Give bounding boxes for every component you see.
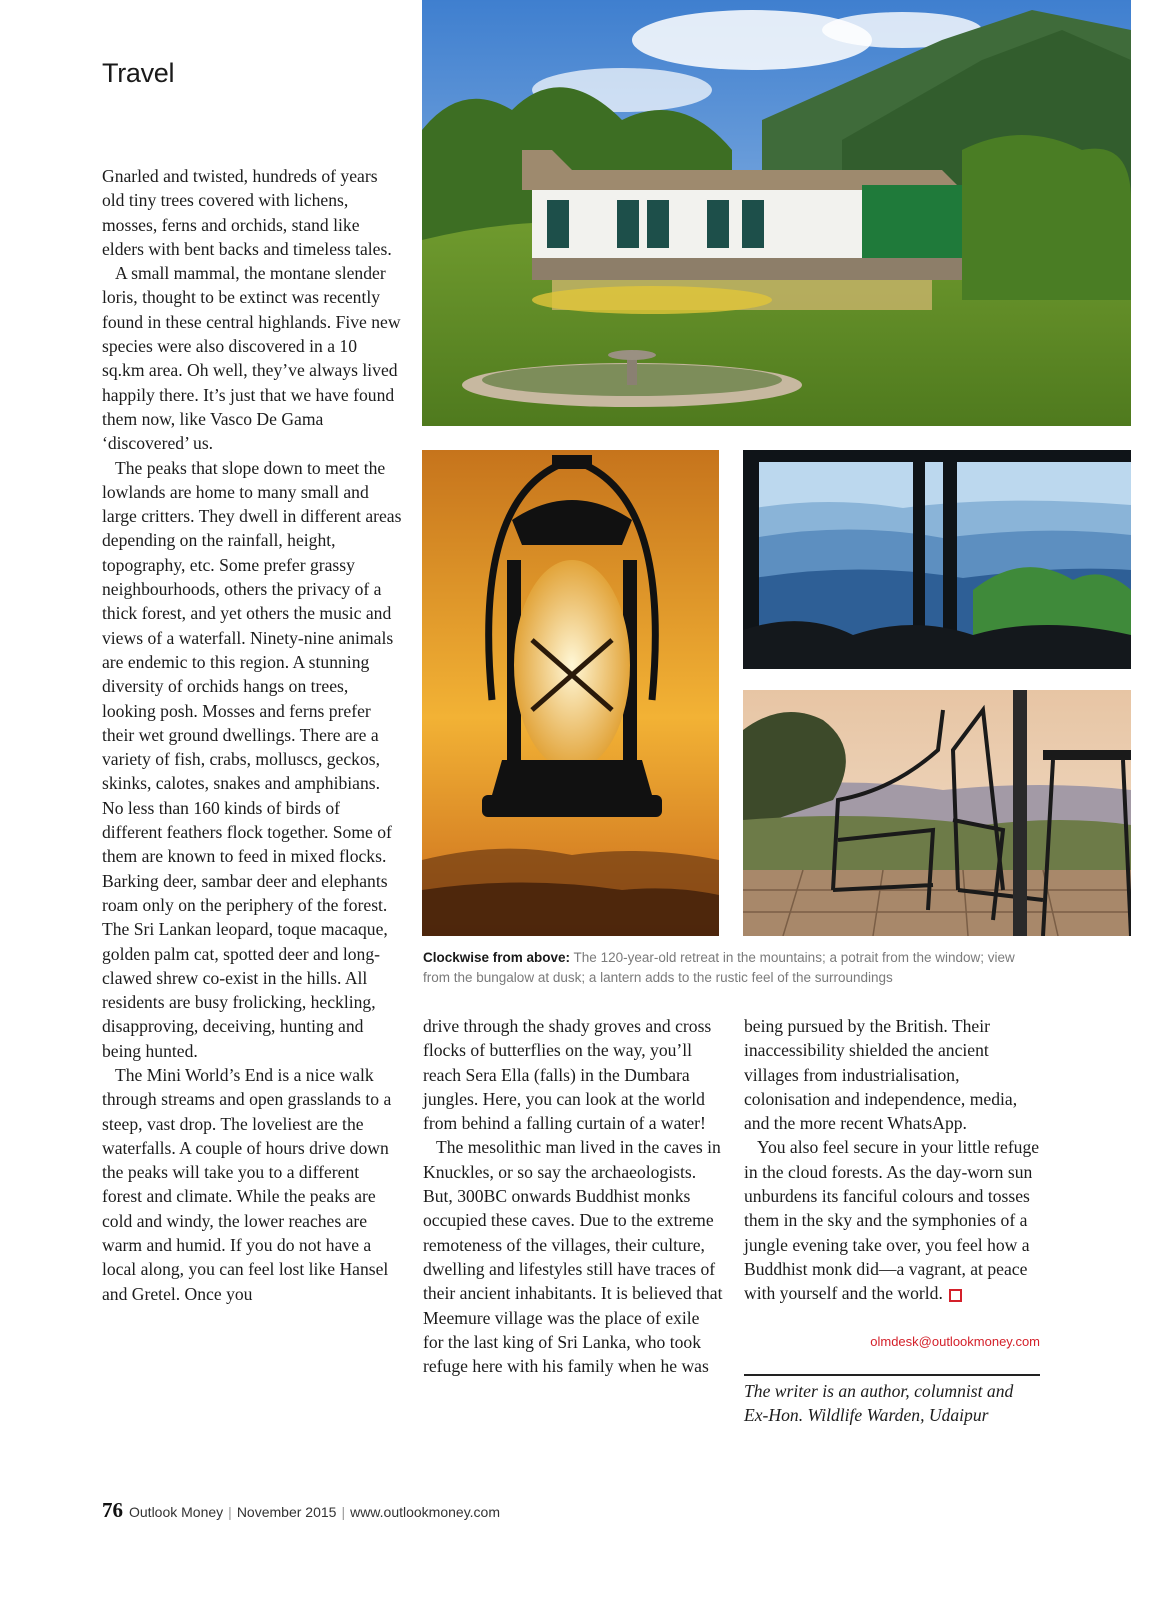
bio-divider (744, 1374, 1040, 1376)
author-bio: The writer is an author, columnist and Ex-Hon. Wildlife Warden, Udaipur (744, 1381, 1014, 1426)
paragraph: Gnarled and twisted, hundreds of years old tiny trees covered with lichens, mosses, ferns and orchids, stand like elders with bent backs and timeless tales. (102, 166, 392, 259)
issue-date: November 2015 (236, 1504, 337, 1520)
website-link[interactable]: www.outlookmoney.com (350, 1504, 500, 1520)
paragraph: A small mammal, the montane slender loris, thought to be extinct was recently found in these central highlands. Five new species were also discovered in a 10 sq.km area. Oh well, they’ve always lived happily there. It’s just that we have found them now, like Vasco De Gama ‘discovered’ us. (102, 263, 401, 454)
caption-lead: Clockwise from above: (423, 950, 571, 965)
contact-email[interactable]: olmdesk@outlookmoney.com (870, 1334, 1040, 1349)
article-column-1 (102, 164, 402, 1306)
article-column-2 (423, 1014, 723, 1378)
retreat-photo (422, 0, 1131, 426)
end-of-article-icon (949, 1289, 962, 1302)
paragraph: drive through the shady groves and cross flocks of butterflies on the way, you’ll reach Sera Ella (falls) in the Dumbara jungles. Here, you can look at the world from behind a falling curtain of a water! (423, 1016, 712, 1134)
paragraph: The Mini World’s End is a nice walk through streams and open grasslands to a steep, vast drop. The loveliest are the waterfalls. A couple of hours drive down the peaks will take you to a different forest and climate. While the peaks are cold and windy, the lower reaches are warm and humid. If you do not have a local along, you can feel lost like Hansel and Gretel. Once you (102, 1064, 392, 1304)
publication-name: Outlook Money (129, 1504, 224, 1520)
lantern-photo (422, 450, 719, 936)
section-label: Travel (102, 58, 175, 88)
caption-text: The 120-year-old retreat in the mountains; a potrait from the window; view from the bungalow at dusk; a lantern adds to the rustic feel of the surroundings (423, 950, 1015, 985)
footer-separator: | (228, 1504, 232, 1520)
footer-separator: | (341, 1504, 346, 1520)
article-column-3 (744, 1014, 1044, 1306)
page-footer (102, 1498, 500, 1523)
paragraph: being pursued by the British. Their inaccessibility shielded the ancient villages from industrialisation, colonisation and independence, media, and the more recent WhatsApp. (744, 1016, 1018, 1134)
paragraph: The mesolithic man lived in the caves in Knuckles, or so say the archaeologists. But, 300BC onwards Buddhist monks occupied these caves. Due to the extreme remoteness of the villages, their culture, dwelling and lifestyles still have traces of their ancient inhabitants. It is believed that Meemure village was the place of exile for the last king of Sri Lanka, who took refuge here with his family when he was (423, 1137, 723, 1377)
paragraph: The peaks that slope down to meet the lowlands are home to many small and large critters. They dwell in different areas depending on the rainfall, height, topography, etc. Some prefer grassy neighbourhoods, others the privacy of a thick forest, and yet others the music and views of a waterfall. Ninety-nine animals are endemic to this region. A stunning diversity of orchids hangs on trees, looking posh. Mosses and ferns prefer their wet ground dwellings. There are a variety of fish, crabs, molluscs, geckos, skinks, calotes, snakes and amphibians. No less than 160 kinds of birds of different feathers flock together. Some of them are known to feed in mixed flocks. Barking deer, sambar deer and elephants roam only on the periphery of the forest. The Sri Lankan leopard, toque macaque, golden palm cat, spotted deer and long-clawed shrew co-exist in the hills. All residents are busy frolicking, heckling, disapproving, deceiving, hunting and being hunted. (102, 457, 402, 1061)
paragraph-text: You also feel secure in your little refuge in the cloud forests. As the day-worn sun unburdens its fanciful colours and tosses them in the sky and the symphonies of a jungle evening take over, you feel how a Buddhist monk did—a vagrant, at peace with yourself and the world. (744, 1137, 1040, 1304)
page-number: 76 (102, 1498, 123, 1522)
chairs-at-dusk-photo (743, 690, 1131, 936)
window-view-photo (743, 450, 1131, 669)
photo-caption (423, 948, 1043, 988)
paragraph-final (744, 1135, 1044, 1305)
